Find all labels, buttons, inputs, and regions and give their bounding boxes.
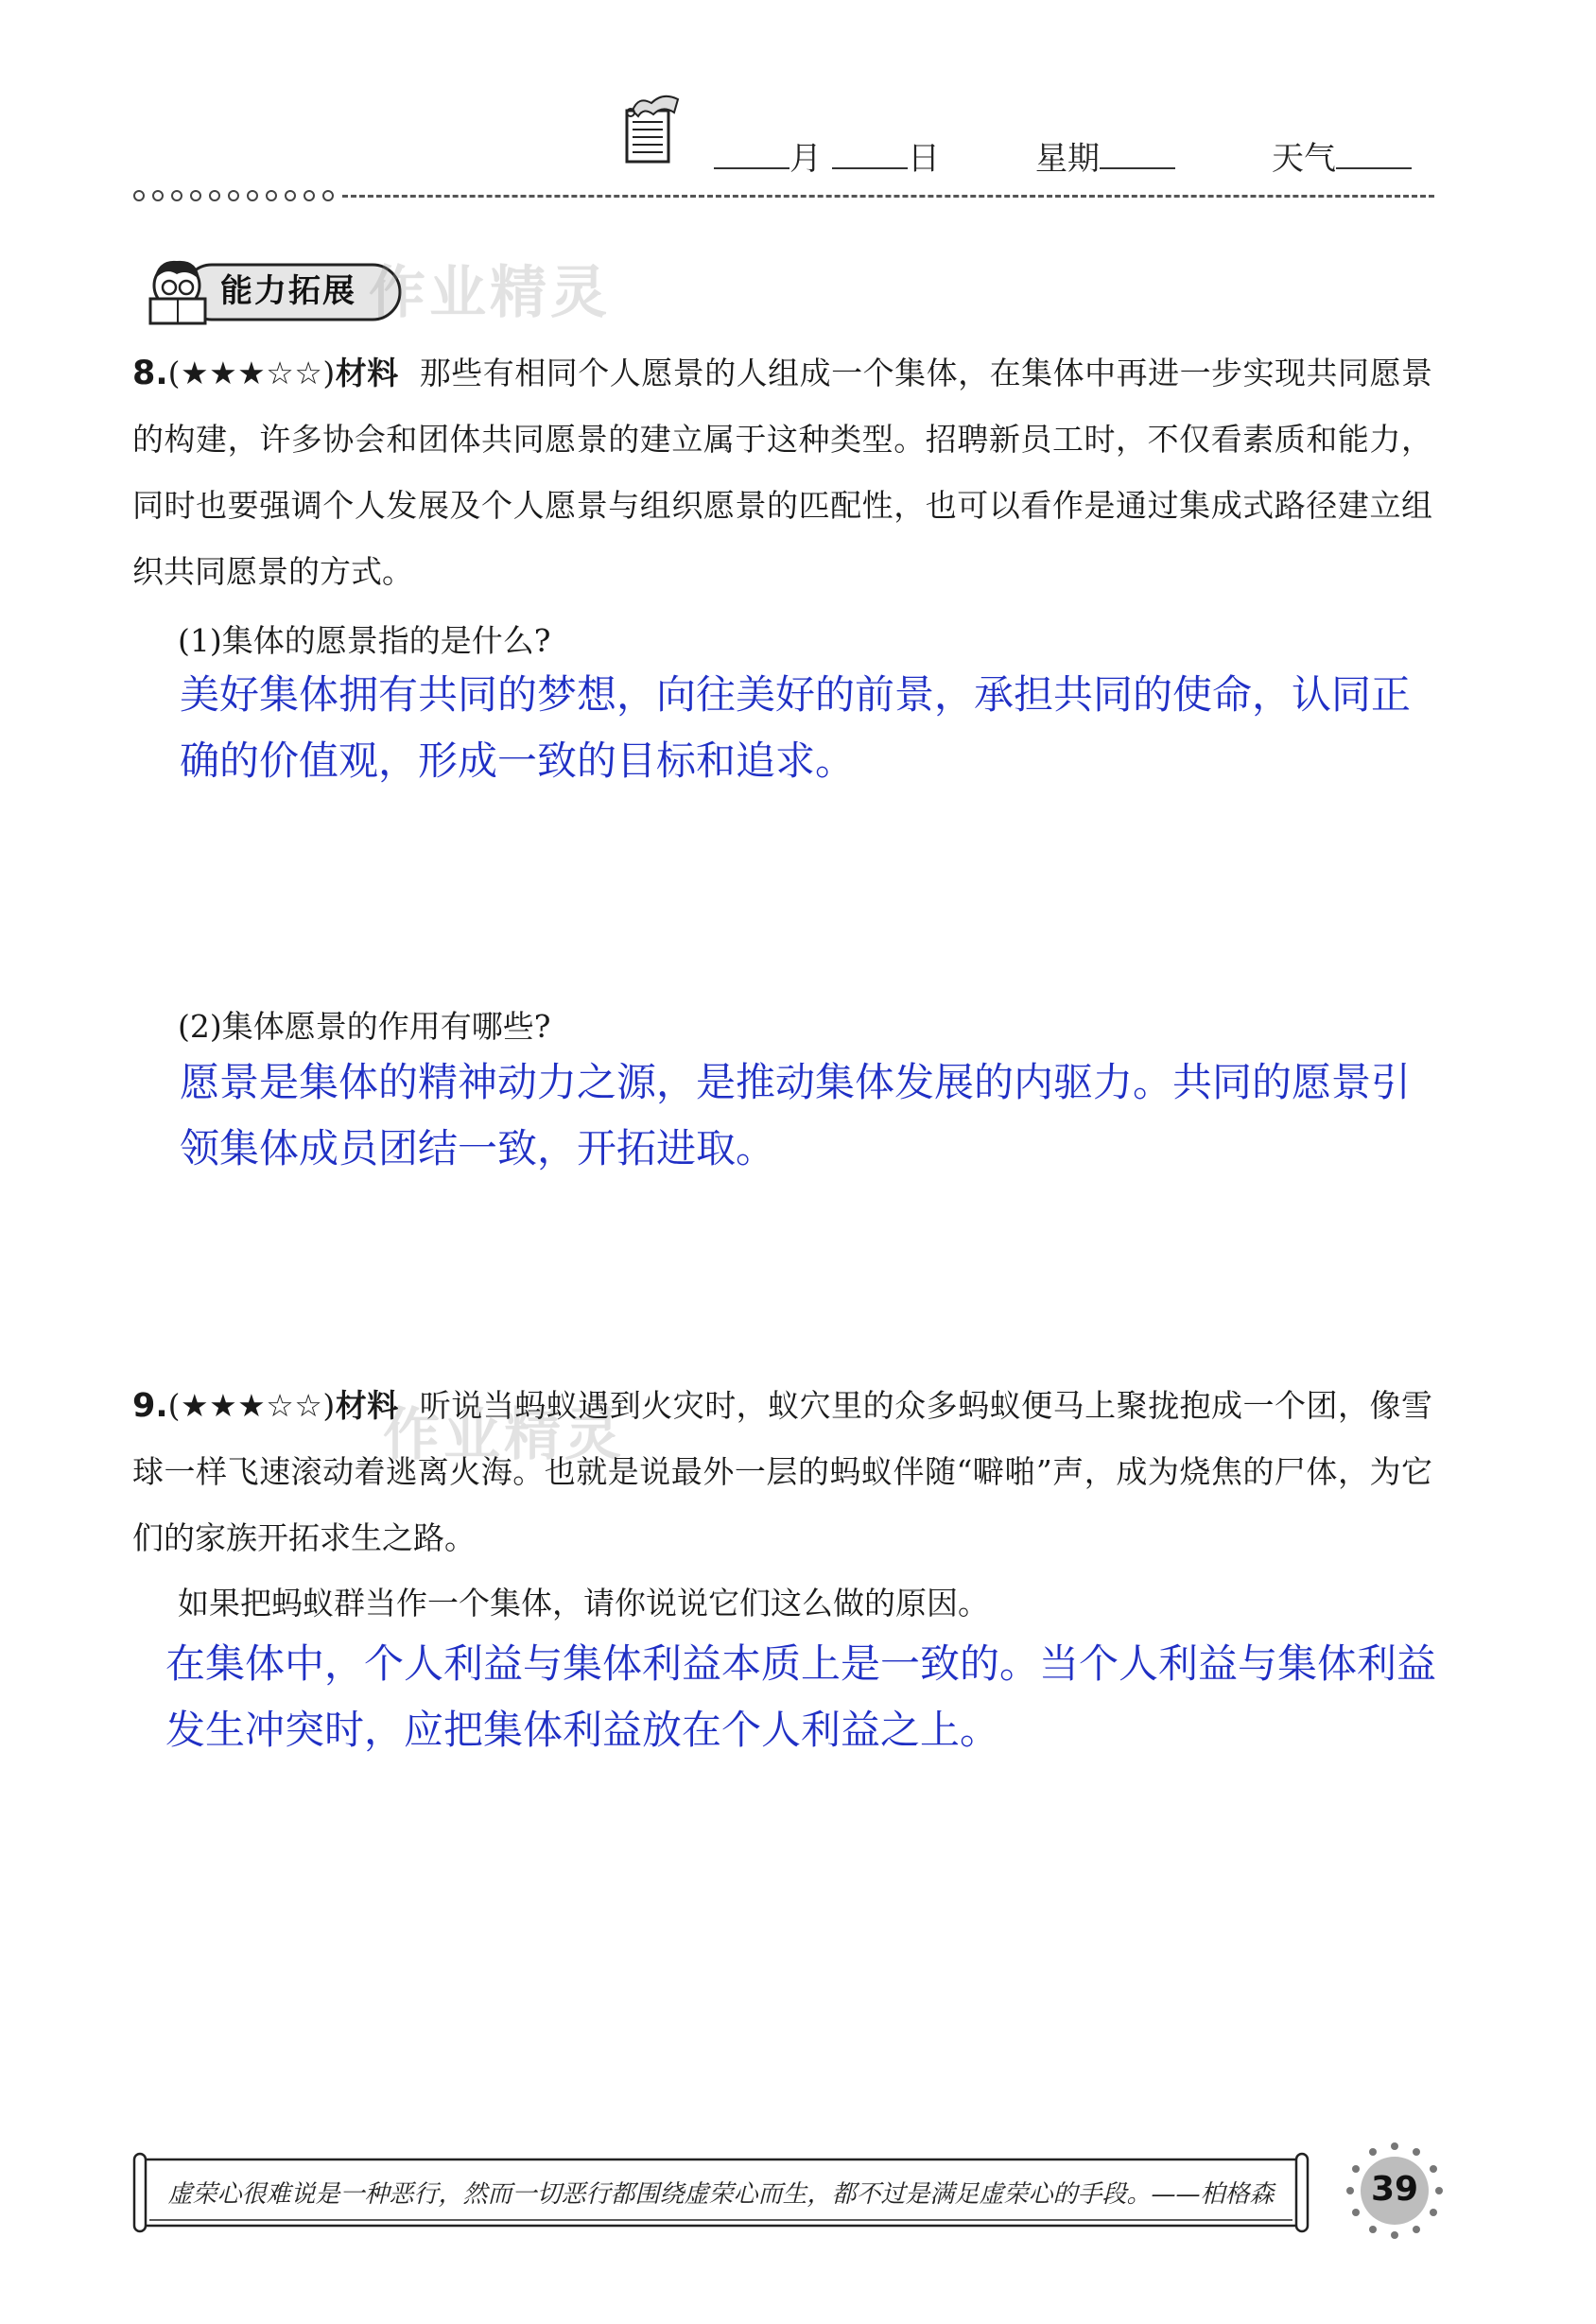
weekday-field	[1035, 132, 1175, 179]
month-field	[714, 132, 822, 179]
question-number: 9.	[132, 1387, 168, 1425]
question-8-1-answer: 美好集体拥有共同的梦想，向往美好的前景，承担共同的使命，认同正确的价值观，形成一致的目标和追求。	[180, 671, 1412, 784]
weather-field	[1272, 132, 1412, 179]
day-field	[832, 132, 940, 179]
header-dash-rule	[342, 195, 1434, 198]
section-badge	[137, 253, 407, 329]
question-8-material	[132, 340, 1432, 605]
material-text: 那些有相同个人愿景的人组成一个集体，在集体中再进一步实现共同愿景的构建，许多协会和团体共同愿景的建立属于这种类型。招聘新员工时，不仅看素质和能力，同时也要强调个人发展及个人愿景与组织愿景的匹配性，也可以看作是通过集成式路径建立组织共同愿景的方式。	[132, 355, 1433, 590]
calendar-icon	[619, 90, 685, 165]
month-blank	[714, 139, 789, 169]
day-blank	[832, 139, 908, 169]
day-label: 日	[908, 140, 940, 178]
weather-label: 天气	[1272, 140, 1336, 178]
question-9-prompt: 如果把蚂蚁群当作一个集体，请你说说它们这么做的原因。	[178, 1585, 989, 1622]
month-label: 月	[789, 140, 822, 178]
weekday-blank	[1100, 139, 1175, 169]
header-dot-rule	[132, 189, 340, 202]
question-8-2-answer: 愿景是集体的精神动力之源，是推动集体发展的内驱力。共同的愿景引领集体成员团结一致，开拓进取。	[180, 1059, 1412, 1171]
question-number: 8.	[132, 355, 168, 392]
page-number: 39	[1370, 2170, 1419, 2209]
question-8-2-prompt: (2)集体愿景的作用有哪些?	[178, 1008, 551, 1045]
watermark: 作业精灵	[369, 260, 611, 326]
watermark: 作业精灵	[383, 1402, 625, 1468]
difficulty-stars: (★★★☆☆)	[167, 355, 336, 391]
material-label: 材料	[335, 1387, 399, 1424]
footer-quote-scroll	[132, 2146, 1310, 2237]
weather-blank	[1336, 139, 1412, 169]
page-number-badge	[1343, 2139, 1447, 2243]
question-9-answer: 在集体中，个人利益与集体利益本质上是一致的。当个人利益与集体利益发生冲突时，应把集体利益放在个人利益之上。	[165, 1640, 1437, 1753]
question-8-1-prompt: (1)集体的愿景指的是什么?	[178, 622, 551, 659]
weekday-label: 星期	[1035, 140, 1100, 178]
section-title: 能力拓展	[220, 272, 356, 310]
material-text: 听说当蚂蚁遇到火灾时，蚁穴里的众多蚂蚁便马上聚拢抱成一个团，像雪球一样飞速滚动着逃离火海。也就是说最外一层的蚂蚁伴随“噼啪”声，成为烧焦的尸体，为它们的家族开拓求生之路。	[132, 1387, 1433, 1556]
material-label: 材料	[335, 355, 399, 391]
difficulty-stars: (★★★☆☆)	[167, 1387, 336, 1424]
question-9-material	[132, 1373, 1432, 1571]
footer-quote: 虚荣心很难说是一种恶行，然而一切恶行都围绕虚荣心而生，都不过是满足虚荣心的手段。——柏格森	[167, 2180, 1275, 2209]
